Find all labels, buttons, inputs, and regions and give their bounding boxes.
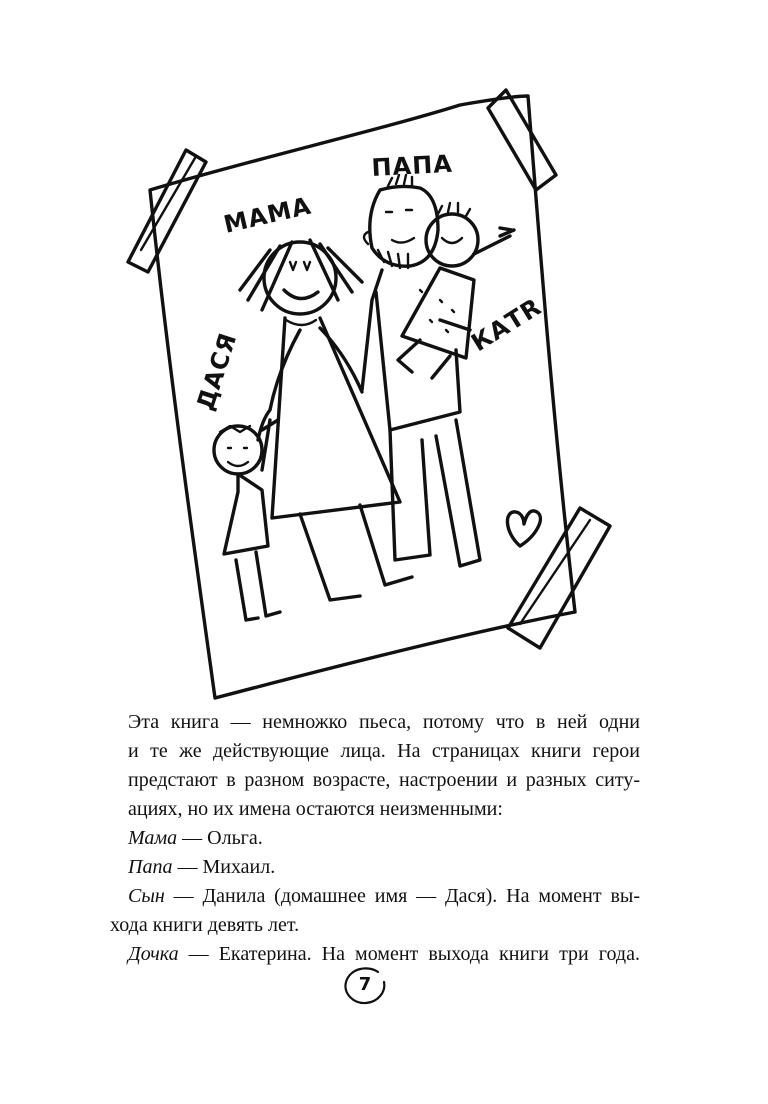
figure-dasya [214,420,280,620]
intro-line-2: и те же действующие лица. На страницах книги герои [128,740,640,762]
label-mama: МАМА [221,191,314,239]
figure-papa [362,175,480,566]
page-number [342,966,388,1006]
name-papa: — Михаил. [172,856,276,878]
name-mama: — Ольга. [177,827,263,849]
tape-bottom-right [508,508,610,648]
tape-top-right [488,90,556,190]
role-papa: Папа [128,856,173,878]
intro-line-4: ациях, но их имена остаются неизменными: [128,798,503,820]
role-daughter: Дочка [128,943,179,965]
intro-line-3: предстают в разном возрасте, настроении и разных ситу- [128,769,640,791]
intro-line-1: Эта книга — немножко пьеса, потому что в ней одни [128,711,640,733]
name-daughter: — Екатерина. На момент выхода книги три года. [178,943,640,965]
heart-doodle [507,511,540,546]
label-katr: КАТR [466,292,547,358]
character-papa [128,853,640,882]
page-number-text: 7 [358,974,372,995]
name-son: — Данила (домашнее имя — Дася). На момент вы- [164,885,640,907]
label-dasya: ДАСЯ [191,329,243,414]
character-son [128,882,640,911]
role-son: Сын [128,885,165,907]
character-son-cont: хода книги девять лет. [110,914,300,936]
character-daughter [128,940,640,969]
tape-top-left [128,150,206,272]
character-mama [128,824,640,853]
role-mama: Мама [128,827,178,849]
label-papa: ПАПА [370,149,454,182]
